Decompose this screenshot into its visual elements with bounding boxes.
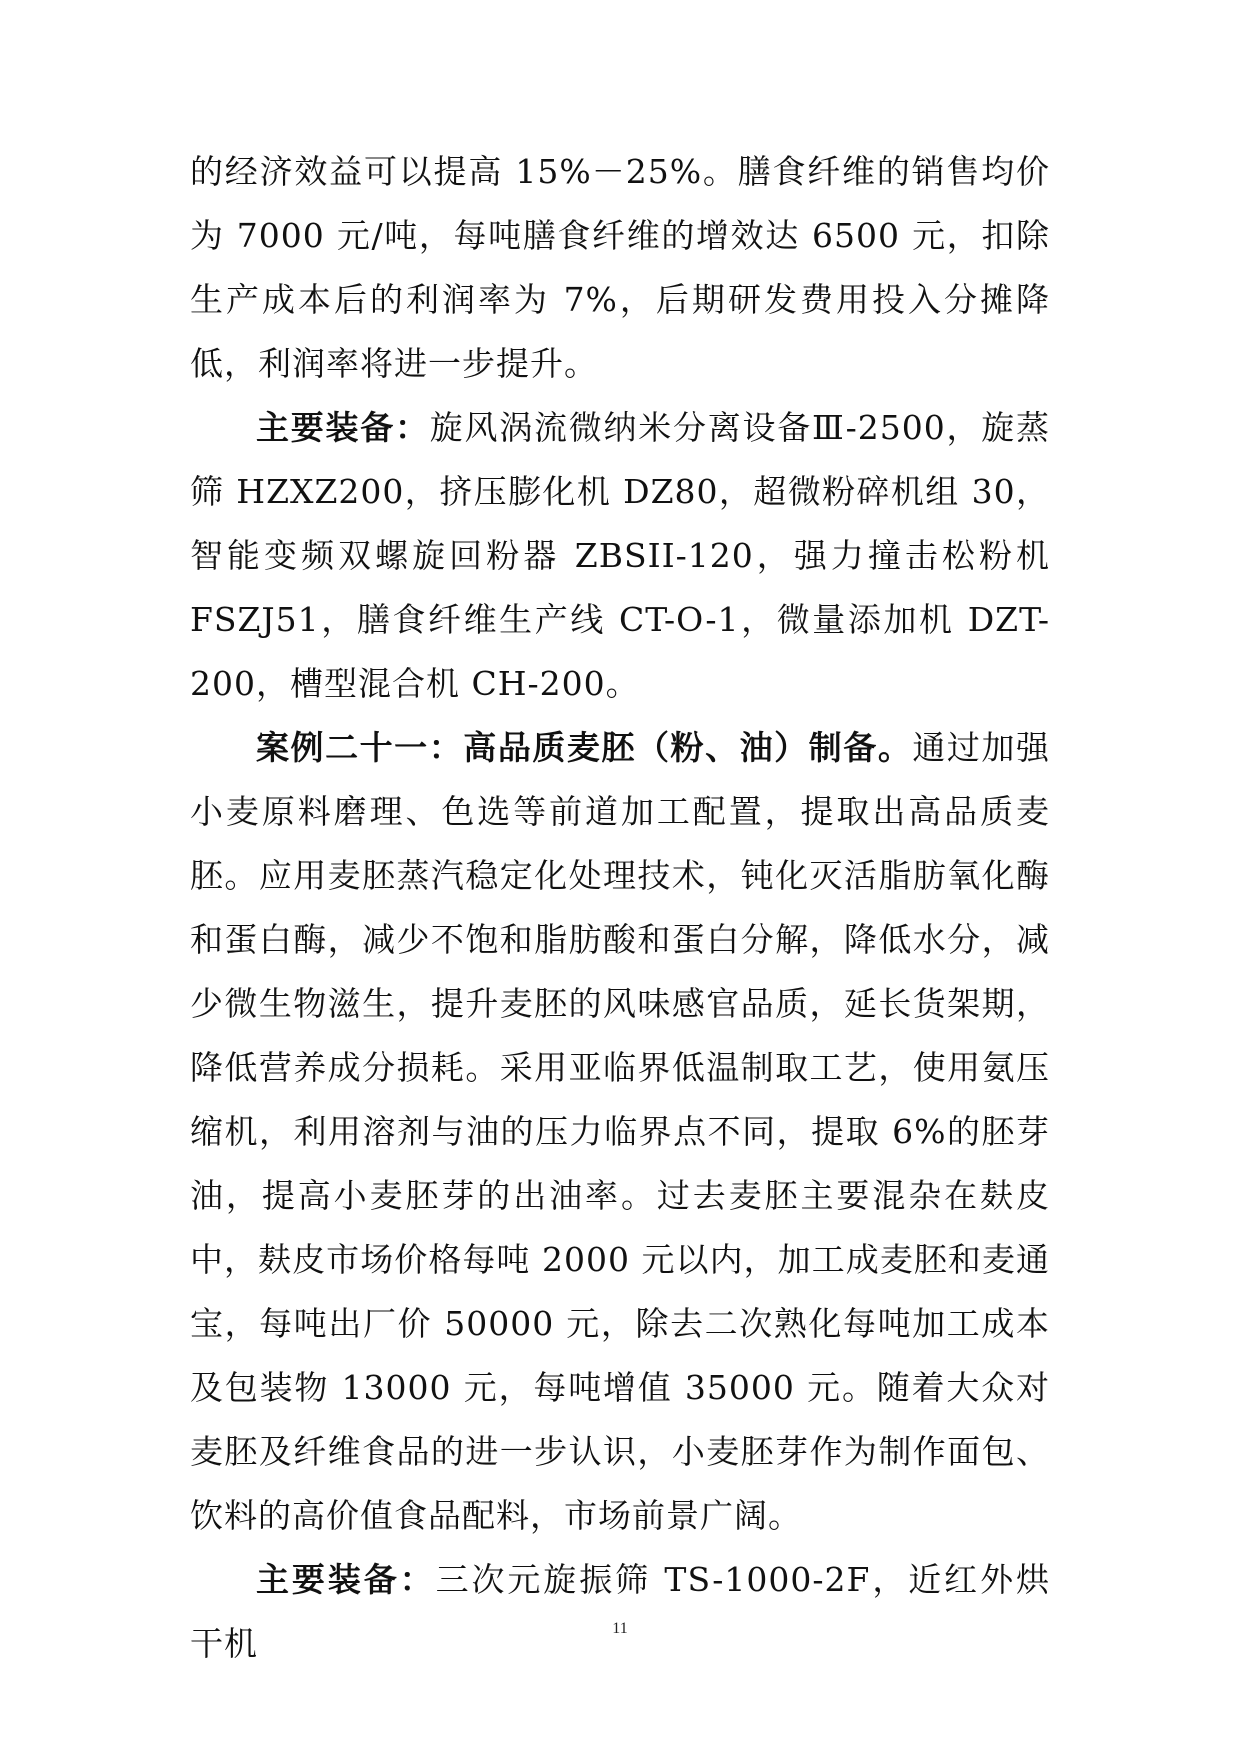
paragraph-text: 旋风涡流微纳米分离设备Ⅲ-2500，旋蒸筛 HZXZ200，挤压膨化机 DZ80，超微粉碎机组 30，智能变频双螺旋回粉器 ZBSII-120，强力撞击松粉机 FSZJ51，膳食纤维生产线 CT-O-1，微量添加机 DZT-200，槽型混合机 CH-200。 [190,408,1050,703]
paragraph-main-equipment-2 [190,1548,1050,1676]
paragraph-text: 三次元旋振筛 TS-1000-2F，近红外烘干机 [190,1560,1050,1663]
paragraph-economic-benefit [190,140,1050,396]
paragraph-text: 通过加强小麦原料磨理、色选等前道加工配置，提取出高品质麦胚。应用麦胚蒸汽稳定化处理技术，钝化灭活脂肪氧化酶和蛋白酶，减少不饱和脂肪酸和蛋白分解，降低水分，减少微生物滋生，提升麦胚的风味感官品质，延长货架期，降低营养成分损耗。采用亚临界低温制取工艺，使用氨压缩机，利用溶剂与油的压力临界点不同，提取 6%的胚芽油，提高小麦胚芽的出油率。过去麦胚主要混杂在麸皮中，麸皮市场价格每吨 2000 元以内，加工成麦胚和麦通宝，每吨出厂价 50000 元，除去二次熟化每吨加工成本及包装物 13000 元，每吨增值 35000 元。随着大众对麦胚及纤维食品的进一步认识，小麦胚芽作为制作面包、饮料的高价值食品配料，市场前景广阔。 [190,728,1051,1535]
body-text [190,140,1050,1676]
page-number: 11 [612,1620,628,1637]
paragraph-main-equipment-1 [190,396,1050,716]
paragraph-case-21 [190,716,1050,1548]
paragraph-text: 的经济效益可以提高 15%－25%。膳食纤维的销售均价为 7000 元/吨，每吨膳食纤维的增效达 6500 元，扣除生产成本后的利润率为 7%，后期研发费用投入分摊降低，利润率将进一步提升。 [190,152,1050,383]
case-heading: 案例二十一：高品质麦胚（粉、油）制备。 [256,728,913,767]
paragraph-lead: 主要装备： [256,408,430,447]
paragraph-lead: 主要装备： [256,1560,436,1599]
